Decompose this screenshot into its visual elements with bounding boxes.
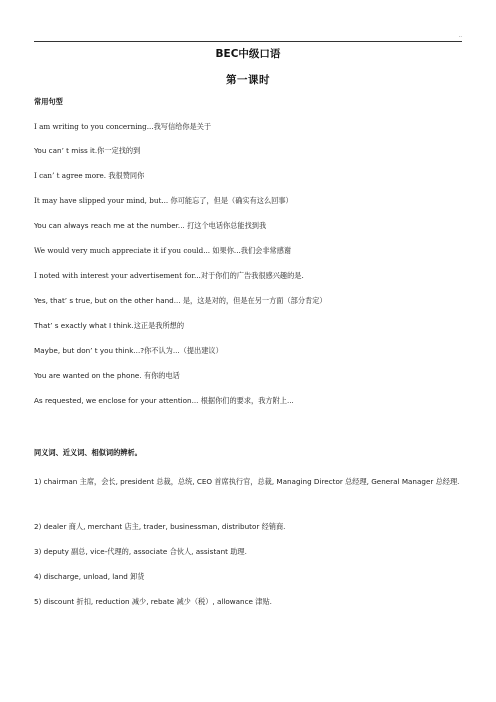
header-rule: [34, 41, 462, 42]
sentence-line: Maybe, but don’ t you think...?你不认为...（提出建议）: [34, 346, 223, 355]
sentence-line: You are wanted on the phone. 有你的电话: [34, 371, 180, 380]
section-heading-synonyms: 同义词、近义词、相似词的辨析。: [34, 448, 142, 457]
sentence-line: I noted with interest your advertisement for...对于你们的广告我很感兴趣的是.: [34, 271, 304, 280]
header-mark: ..: [458, 33, 462, 39]
sentence-line: I can’ t agree more. 我很赞同你: [34, 171, 145, 180]
synonym-item: 4) discharge, unload, land 卸货: [34, 572, 145, 581]
document-title: BEC中级口语: [215, 48, 281, 60]
sentence-line: It may have slipped your mind, but... 你可能忘了，但是（确实有这么回事）: [34, 196, 293, 205]
lesson-title: 第一课时: [226, 74, 270, 86]
sentence-line: Yes, that’ s true, but on the other hand... 是，这是对的，但是在另一方面（部分肯定）: [34, 296, 327, 305]
sentence-line: That’ s exactly what I think.这正是我所想的: [34, 321, 185, 330]
sentence-line: You can always reach me at the number... 打这个电话你总能找到我: [34, 221, 267, 230]
sentence-line: We would very much appreciate it if you could... 如果你...我们会非常感谢: [34, 246, 292, 255]
section-heading-common-sentences: 常用句型: [34, 97, 63, 106]
synonym-item: 2) dealer 商人, merchant 店主, trader, businessman, distributor 经销商.: [34, 522, 286, 531]
sentence-line: You can’ t miss it.你一定找的到: [34, 146, 141, 155]
synonym-item: 3) deputy 副总, vice-代理的, associate 合伙人, assistant 助理.: [34, 547, 247, 556]
sentence-line: I am writing to you concerning...我写信给你是关于: [34, 122, 212, 131]
sentence-line: As requested, we enclose for your attention... 根据你们的要求，我方附上...: [34, 396, 294, 405]
synonym-item: 5) discount 折扣, reduction 减少, rebate 减少（税）, allowance 津贴.: [34, 597, 272, 606]
synonym-item: 1) chairman 主席，会长, president 总裁，总统, CEO 首席执行官，总裁, Managing Director 总经理, General Manager 总经理.: [34, 477, 460, 486]
